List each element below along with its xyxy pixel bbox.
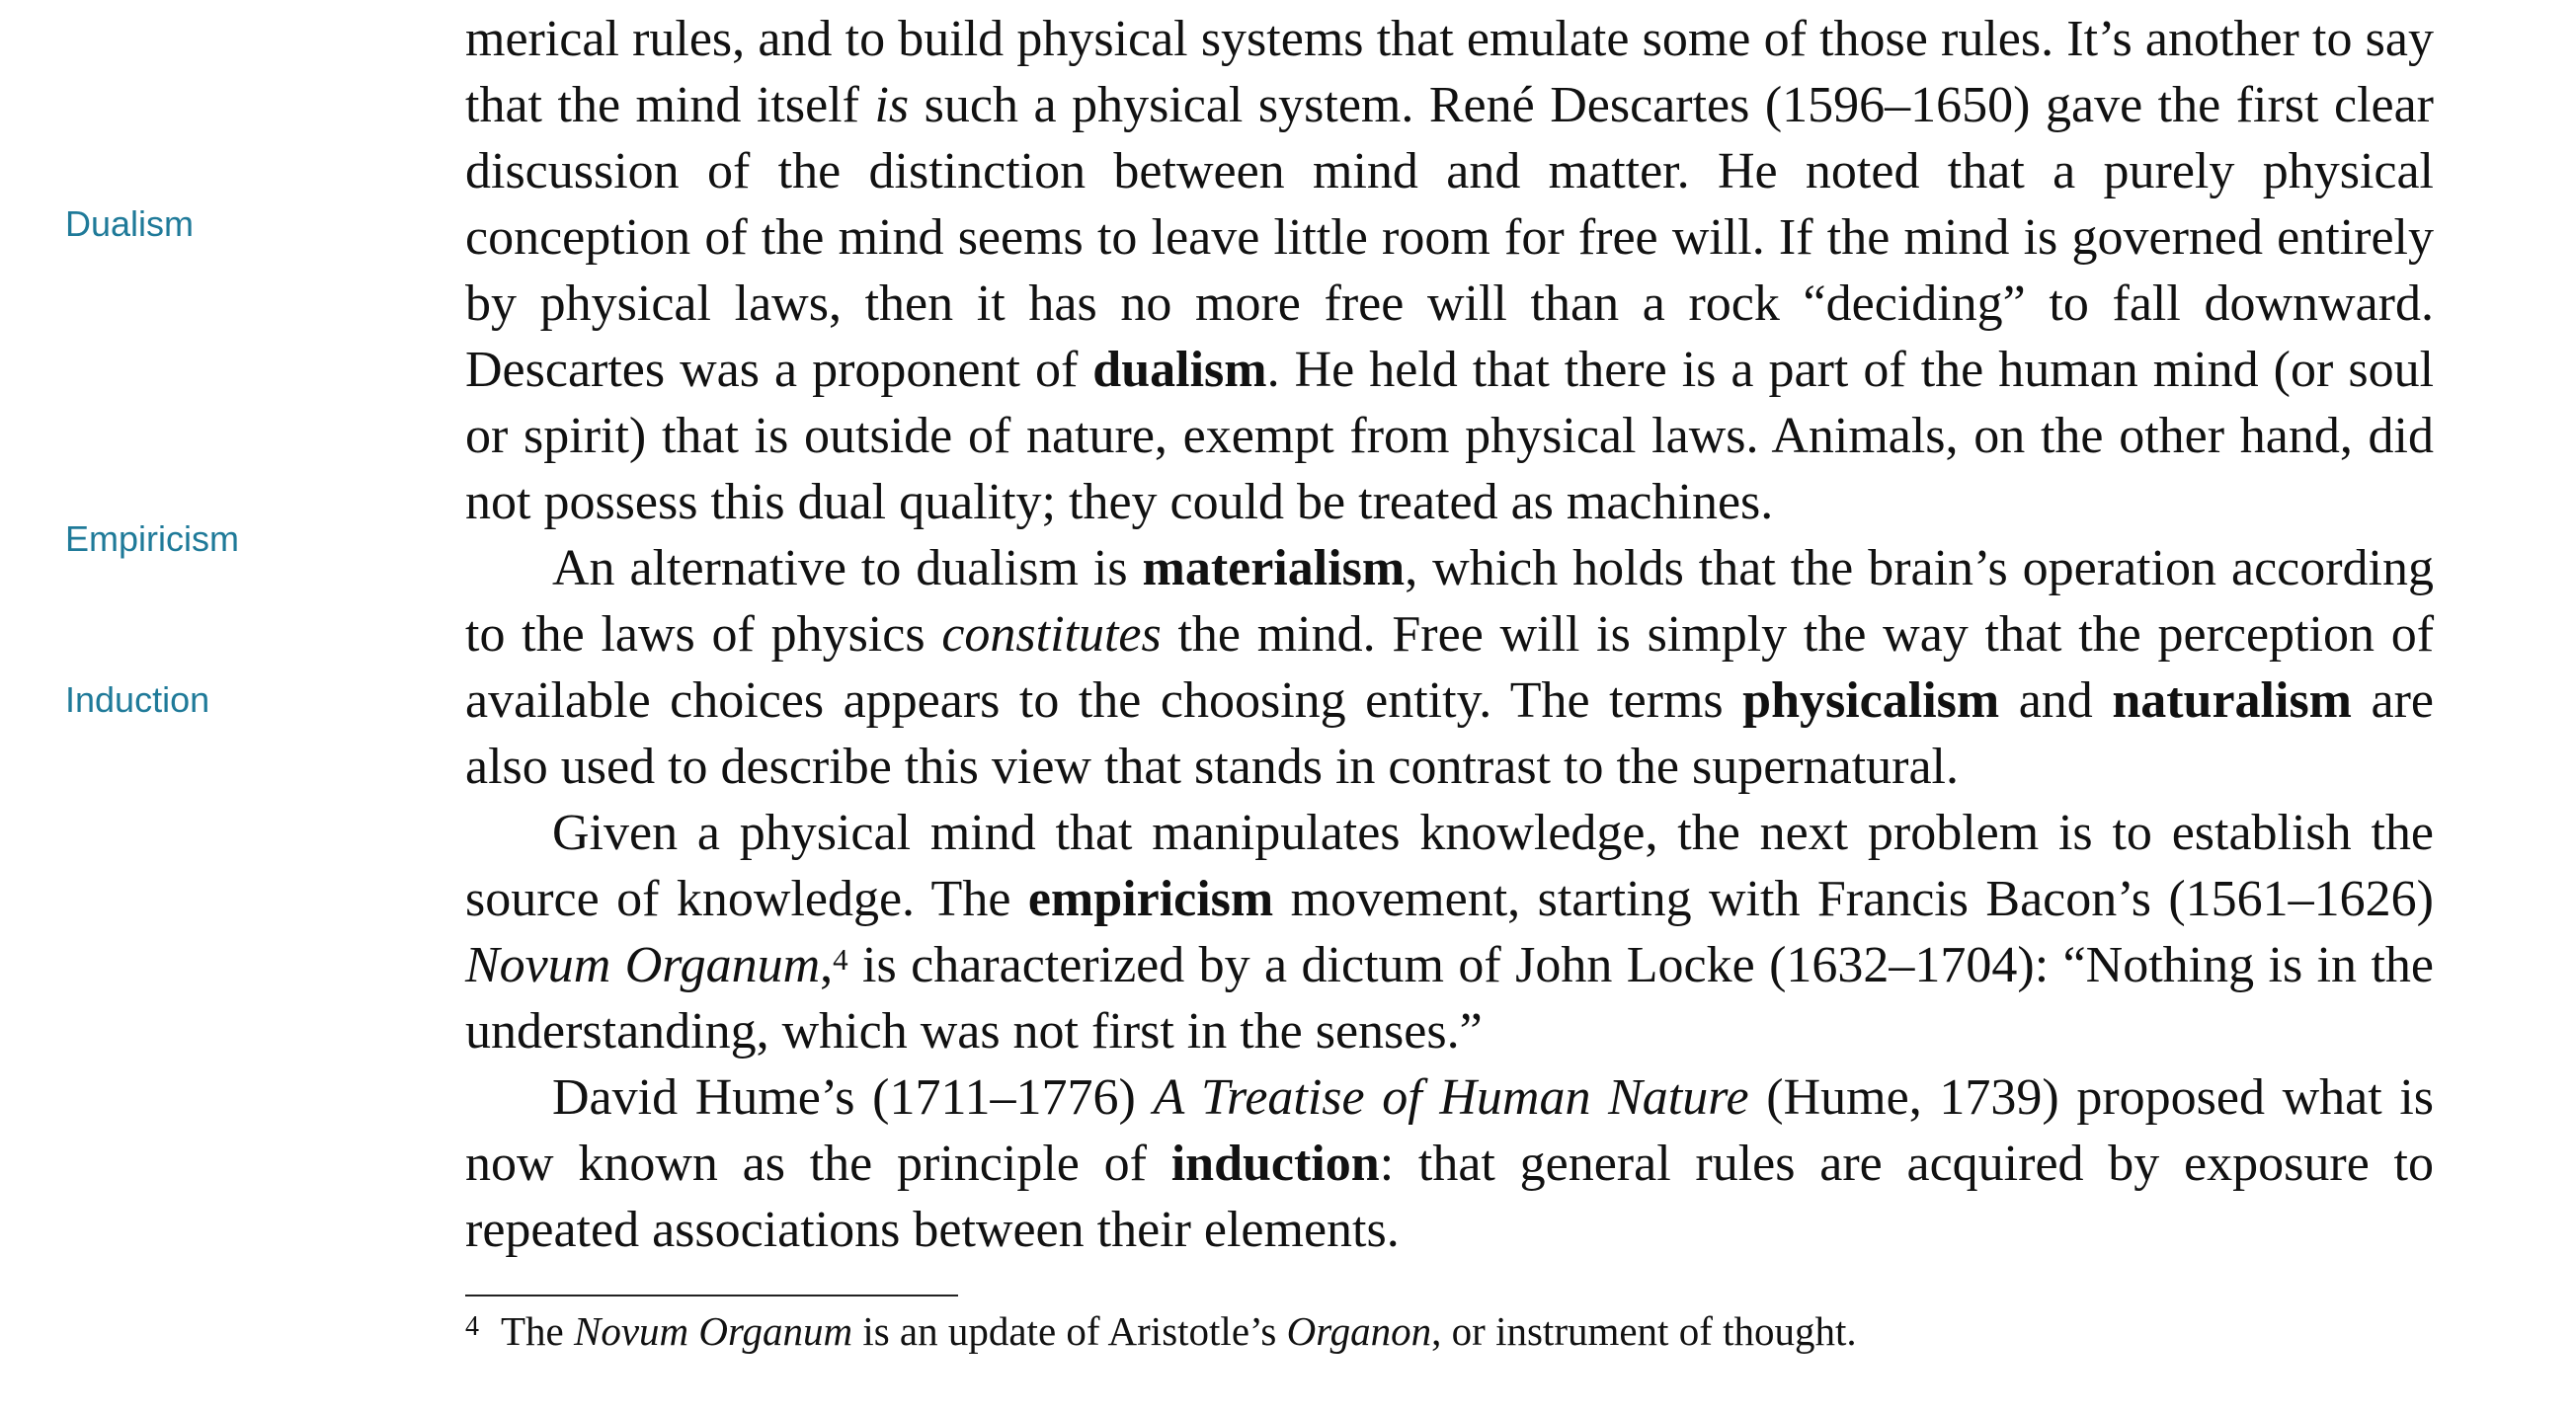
paragraph-dualism [465, 6, 2434, 535]
text-run: : that general rules are acquired by exposure to repeated associations between their elements. [465, 1136, 2434, 1258]
text-run: The [501, 1308, 574, 1354]
footnote [465, 1303, 2434, 1359]
footnote-marker[interactable]: 4 [833, 942, 848, 977]
text-run: movement, starting with Francis Bacon’s (1561–1626) [1273, 871, 2434, 927]
paragraph-empiricism [465, 800, 2434, 1064]
text-run: are also used to describe this view that stands in contrast to the supernatural. [465, 672, 2434, 795]
bold-term-physicalism: physicalism [1742, 672, 2000, 729]
italic-title: A Treatise of Human Nature [1153, 1069, 1749, 1126]
text-run: is characterized by a dictum of John Locke (1632–1704): “Nothing is in the understanding, which was not first in the senses.” [465, 937, 2434, 1060]
italic-title: Novum Organum [574, 1308, 853, 1354]
citation-text: (Hume, 1739) proposed what is now known as the principle of [465, 1069, 2435, 1192]
text-run: merical rules, and to build physical systems that emulate some of those rules. It’s another to say that the mind itself [465, 11, 2434, 133]
footnote-rule [465, 1295, 958, 1296]
text-run: An alternative to dualism is [552, 540, 1143, 596]
bold-term-induction: induction [1170, 1136, 1380, 1192]
paragraph-materialism [465, 535, 2434, 800]
text-run: the mind. Free will is simply the way that the perception of available choices appears to the choosing entity. The terms [465, 606, 2435, 729]
paragraph-induction [465, 1064, 2434, 1263]
text-run: such a physical system. René Descartes (1596–1650) gave the first clear discussion of the distinction between mind and matter. He noted that a purely physical conception of the mind seems to leave little room for free will. If the mind is governed entirely by physical laws, then it has no more free will than a rock “deciding” to fall downward. Descartes was a proponent of [465, 77, 2434, 398]
bold-term-dualism: dualism [1092, 342, 1267, 398]
text-run: , or instrument of thought. [1431, 1308, 1857, 1354]
text-run: Given a physical mind that manipulates knowledge, the next problem is to establish the source of knowledge. The [465, 805, 2434, 927]
text-run: . He held that there is a part of the human mind (or soul or spirit) that is outside of nature, exempt from physical laws. Animals, on the other hand, did not possess this dual quality; they could be treated as machines. [465, 342, 2435, 530]
bold-term-materialism: materialism [1142, 540, 1406, 596]
italic-title: Novum Organum [465, 937, 821, 993]
body-text [465, 6, 2434, 1263]
italic-title: Organon [1286, 1308, 1432, 1354]
footnote-number: 4 [465, 1311, 479, 1342]
italic-term: is [874, 77, 910, 133]
margin-note-dualism: Dualism [65, 203, 195, 244]
italic-term: constitutes [941, 606, 1162, 663]
margin-note-induction: Induction [65, 679, 210, 720]
text-run: David Hume’s (1711–1776) [552, 1069, 1154, 1126]
text-run: , which holds that the brain’s operation according to the laws of physics [465, 540, 2434, 663]
text-run: , [820, 937, 834, 993]
bold-term-naturalism: naturalism [2112, 672, 2352, 729]
margin-note-empiricism: Empiricism [65, 518, 239, 559]
bold-term-empiricism: empiricism [1027, 871, 1274, 927]
text-run: is an update of Aristotle’s [852, 1308, 1287, 1354]
text-run: and [1999, 672, 2113, 729]
